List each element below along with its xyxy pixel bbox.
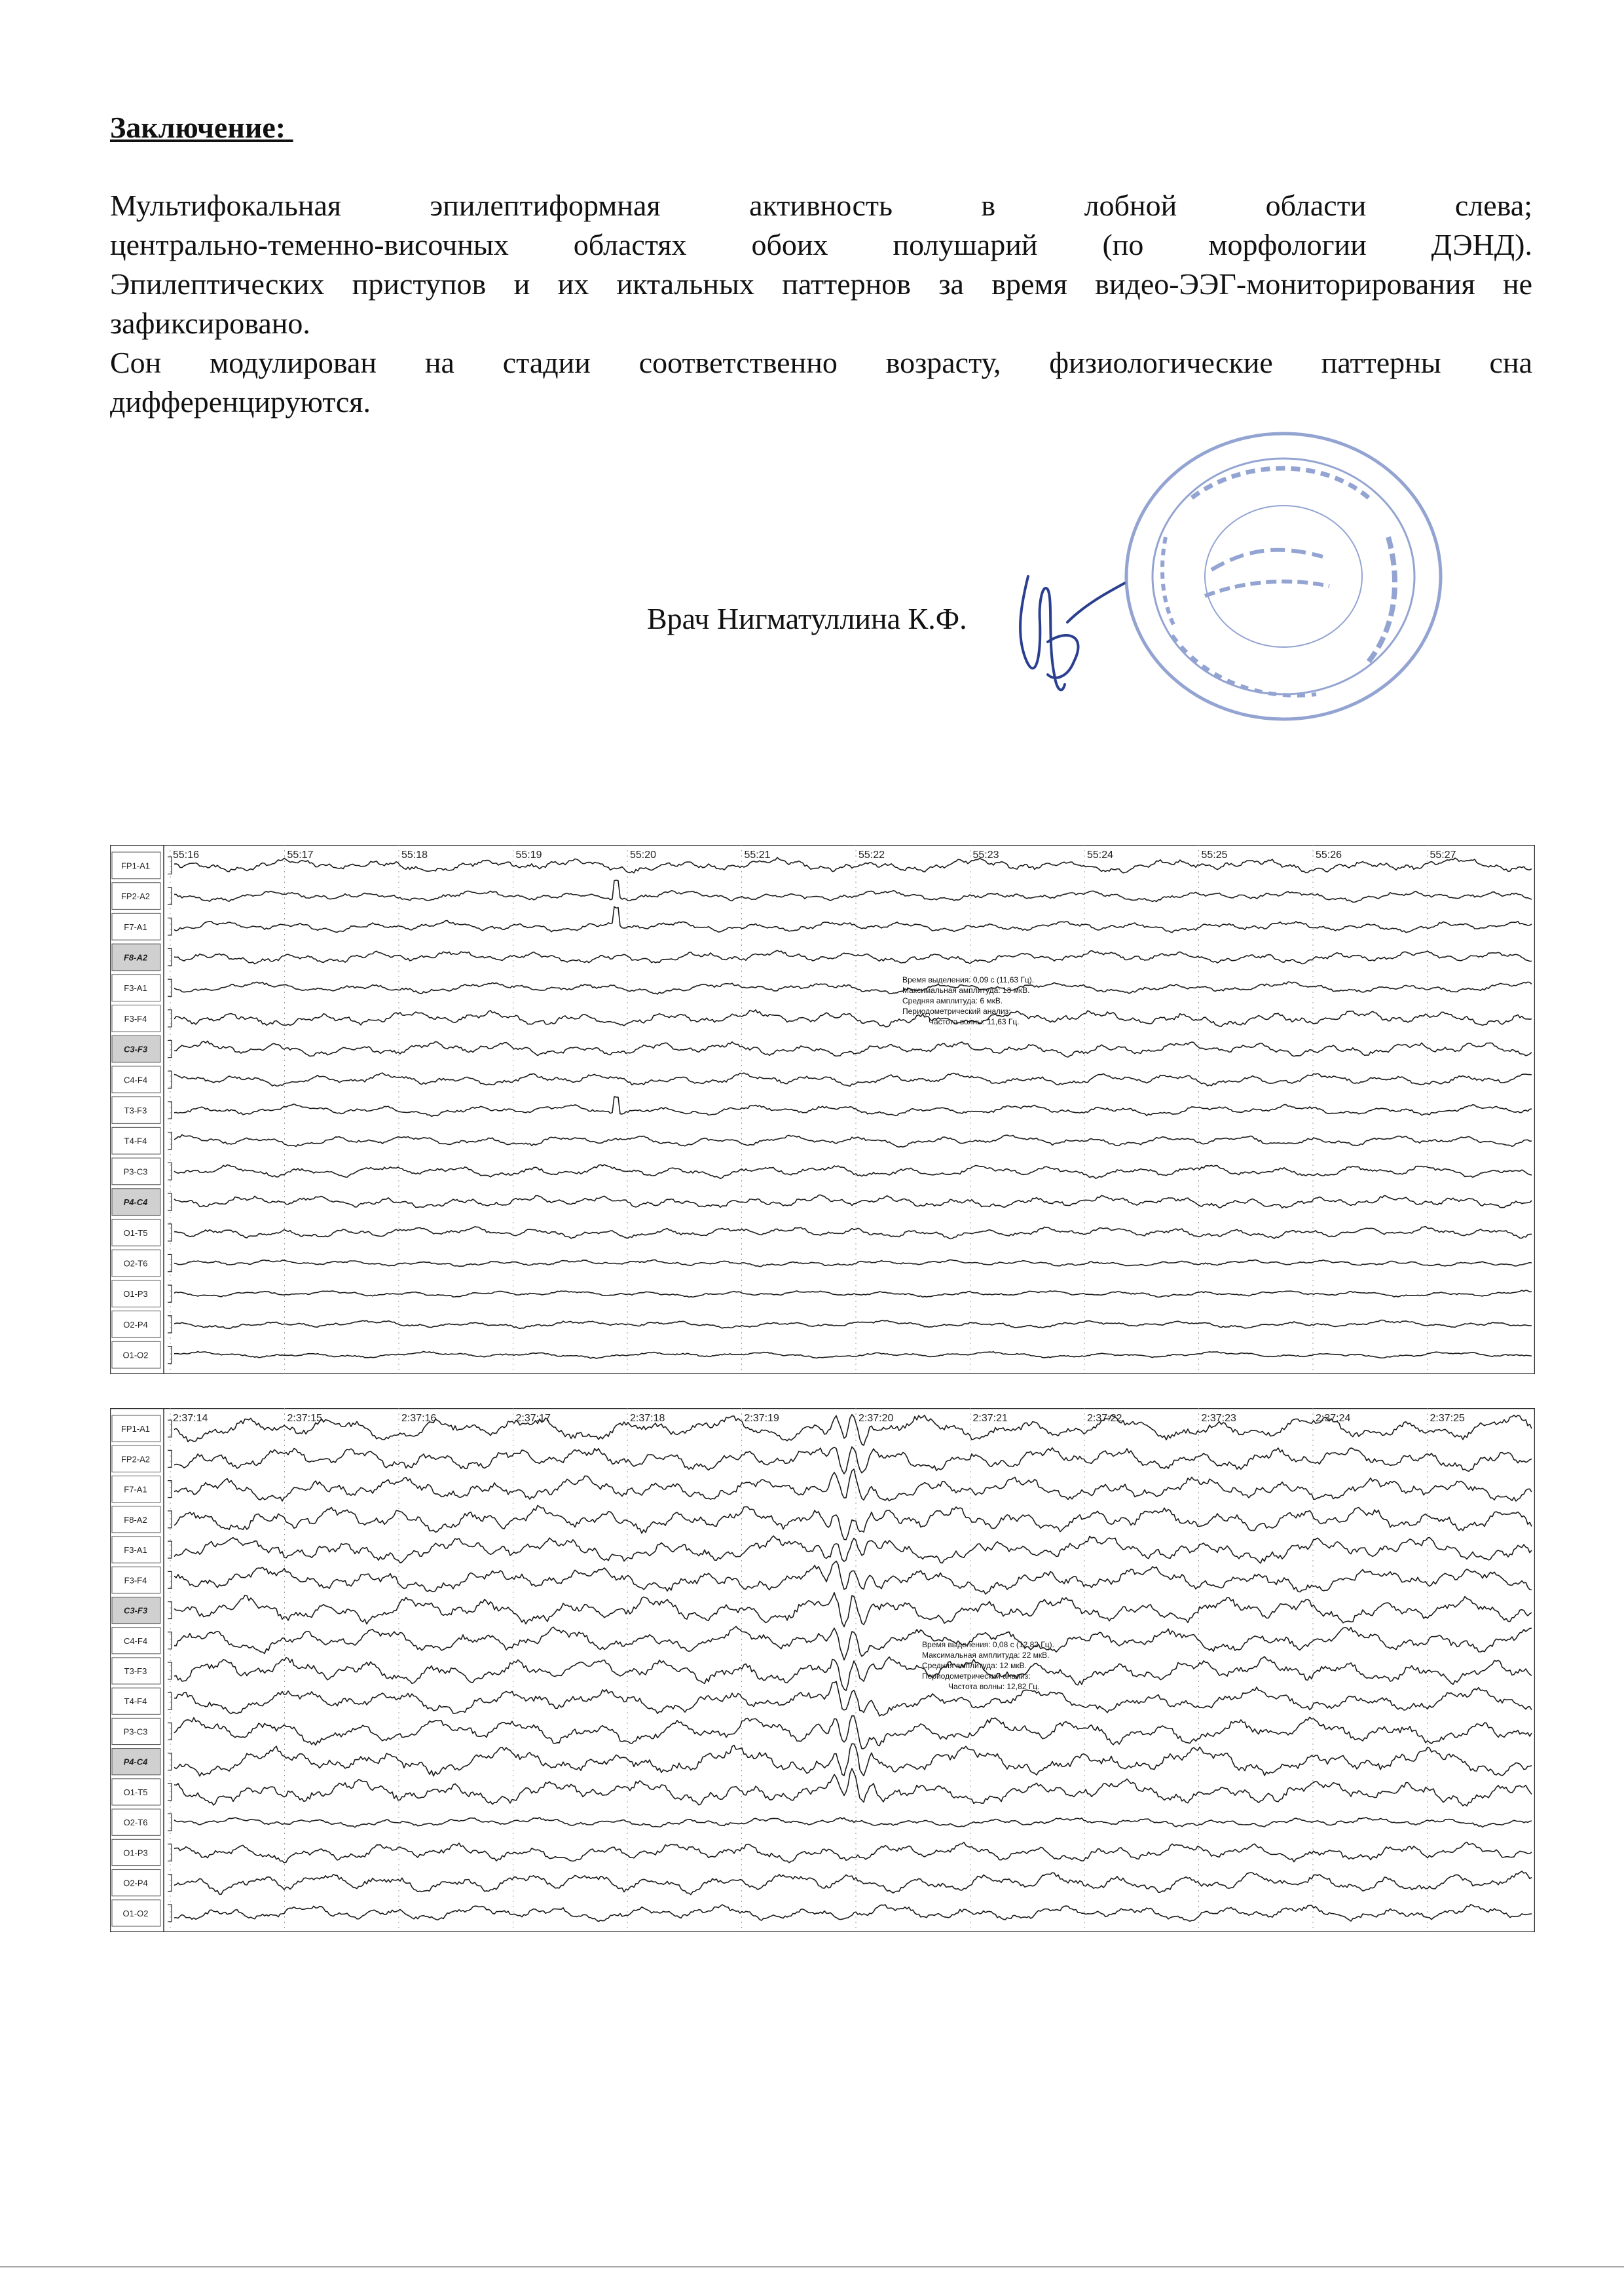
conclusion-line: Мультифокальная эпилептиформная активность в лобной области слева; xyxy=(110,189,1532,222)
eeg-time-label: 2:37:16 xyxy=(401,1413,437,1424)
eeg-time-label: 2:37:18 xyxy=(630,1413,665,1424)
eeg-channel-label: FP2-A2 xyxy=(120,1454,151,1465)
eeg-time-label: 55:19 xyxy=(515,849,542,861)
eeg-channel-label: F3-A1 xyxy=(124,1545,147,1556)
eeg-time-label: 55:20 xyxy=(630,849,657,861)
eeg-measurement-note: Максимальная амплитуда: 22 мкВ. xyxy=(922,1651,1050,1660)
eeg-channel-label: F3-F4 xyxy=(124,1575,147,1586)
scan-edge-line xyxy=(0,2266,1624,2267)
eeg-time-label: 55:17 xyxy=(287,849,314,861)
eeg-time-label: 2:37:15 xyxy=(287,1413,322,1424)
eeg-measurement-note: Максимальная амплитуда: 13 мкВ. xyxy=(902,986,1030,995)
eeg-tracing-2 xyxy=(110,1408,1535,1932)
eeg-channel-label: P4-C4 xyxy=(123,1197,148,1208)
doctor-name: Врач Нигматуллина К.Ф. xyxy=(647,602,967,635)
eeg-time-label: 55:18 xyxy=(401,849,428,861)
eeg-panel-2 xyxy=(110,1408,1535,1932)
eeg-channel-label: T4-F4 xyxy=(124,1136,147,1146)
eeg-channel-label: FP2-A2 xyxy=(120,891,151,902)
eeg-channel-label: P4-C4 xyxy=(123,1757,148,1767)
eeg-measurement-note: Время выделения: 0,08 с (12,82 Гц). xyxy=(922,1640,1054,1649)
eeg-measurement-note: Периодометрический анализ: xyxy=(922,1671,1031,1681)
eeg-time-label: 2:37:22 xyxy=(1087,1413,1122,1424)
conclusion-paragraph-3 xyxy=(110,343,1532,422)
eeg-channel-label: F3-F4 xyxy=(124,1013,147,1024)
eeg-channel-label: O1-O2 xyxy=(122,1908,149,1918)
eeg-panel-1 xyxy=(110,845,1535,1374)
eeg-channel-label: O1-T5 xyxy=(123,1787,148,1797)
handwritten-signature xyxy=(1002,563,1126,707)
conclusion-line: Сон модулирован на стадии соответственно возрасту, физиологические паттерны сна xyxy=(110,346,1532,379)
eeg-time-label: 55:23 xyxy=(972,849,999,861)
company-stamp xyxy=(1113,419,1454,727)
eeg-channel-label: O2-T6 xyxy=(123,1258,148,1269)
eeg-time-label: 2:37:25 xyxy=(1430,1413,1465,1424)
eeg-channel-label: F7-A1 xyxy=(124,922,147,932)
eeg-channel-label: T3-F3 xyxy=(124,1666,147,1676)
eeg-measurement-note: Время выделения: 0,09 с (11,63 Гц). xyxy=(902,975,1035,984)
eeg-time-label: 2:37:20 xyxy=(858,1413,894,1424)
eeg-channel-label: C3-F3 xyxy=(123,1044,148,1054)
eeg-tracing-1 xyxy=(110,845,1535,1374)
eeg-channel-label: C3-F3 xyxy=(123,1605,148,1616)
eeg-time-label: 2:37:17 xyxy=(515,1413,551,1424)
eeg-time-label: 55:26 xyxy=(1316,849,1342,861)
conclusion-paragraph-2 xyxy=(110,265,1532,343)
eeg-channel-label: O1-P3 xyxy=(123,1289,148,1299)
eeg-channel-label: O1-O2 xyxy=(122,1350,149,1360)
eeg-channel-label: F8-A2 xyxy=(123,952,148,963)
eeg-channel-label: C4-F4 xyxy=(123,1075,148,1085)
eeg-channel-label: T3-F3 xyxy=(124,1106,147,1115)
eeg-time-label: 55:24 xyxy=(1087,849,1114,861)
eeg-channel-label: P3-C3 xyxy=(123,1166,148,1177)
conclusion-paragraph-1 xyxy=(110,186,1532,265)
eeg-time-label: 2:37:24 xyxy=(1316,1413,1351,1424)
eeg-channel-label: O2-P4 xyxy=(123,1319,148,1330)
eeg-time-label: 2:37:21 xyxy=(972,1413,1008,1424)
conclusion-line: зафиксировано. xyxy=(110,307,310,340)
eeg-channel-label: F8-A2 xyxy=(124,1514,147,1525)
eeg-channel-label: C4-F4 xyxy=(123,1635,148,1646)
eeg-time-label: 55:16 xyxy=(173,849,200,861)
eeg-channel-label: P3-C3 xyxy=(123,1726,148,1737)
eeg-time-label: 55:22 xyxy=(858,849,885,861)
conclusion-line: Эпилептических приступов и их иктальных паттернов за время видео-ЭЭГ-мониторирования не xyxy=(110,267,1532,301)
eeg-channel-label: FP1-A1 xyxy=(120,1424,151,1434)
eeg-channel-label: O2-P4 xyxy=(123,1878,148,1888)
eeg-channel-label: F7-A1 xyxy=(124,1484,147,1495)
eeg-time-label: 55:21 xyxy=(744,849,771,861)
eeg-time-label: 55:27 xyxy=(1430,849,1456,861)
eeg-channel-label: O1-P3 xyxy=(123,1848,148,1858)
conclusion-heading: Заключение: xyxy=(110,111,293,144)
eeg-time-label: 2:37:14 xyxy=(173,1413,208,1424)
eeg-measurement-note: Частота волны: 11,63 Гц. xyxy=(929,1017,1020,1026)
eeg-channel-label: T4-F4 xyxy=(124,1696,147,1707)
eeg-channel-label: F3-A1 xyxy=(124,983,147,994)
eeg-channel-label: O1-T5 xyxy=(123,1227,148,1238)
eeg-measurement-note: Частота волны: 12,82 Гц. xyxy=(948,1682,1040,1691)
conclusion-text xyxy=(110,186,1532,422)
eeg-time-label: 2:37:23 xyxy=(1201,1413,1236,1424)
eeg-channel-label: FP1-A1 xyxy=(120,861,151,871)
eeg-measurement-note: Средняя амплитуда: 6 мкВ. xyxy=(902,996,1003,1005)
eeg-measurement-note: Периодометрический анализ: xyxy=(902,1007,1011,1016)
eeg-time-label: 55:25 xyxy=(1201,849,1228,861)
eeg-channel-label: O2-T6 xyxy=(123,1818,148,1828)
conclusion-line: центрально-теменно-височных областях обоих полушарий (по морфологии ДЭНД). xyxy=(110,228,1532,261)
eeg-time-label: 2:37:19 xyxy=(744,1413,779,1424)
conclusion-line: дифференцируются. xyxy=(110,385,371,419)
eeg-measurement-note: Средняя амплитуда: 12 мкВ. xyxy=(922,1661,1027,1670)
